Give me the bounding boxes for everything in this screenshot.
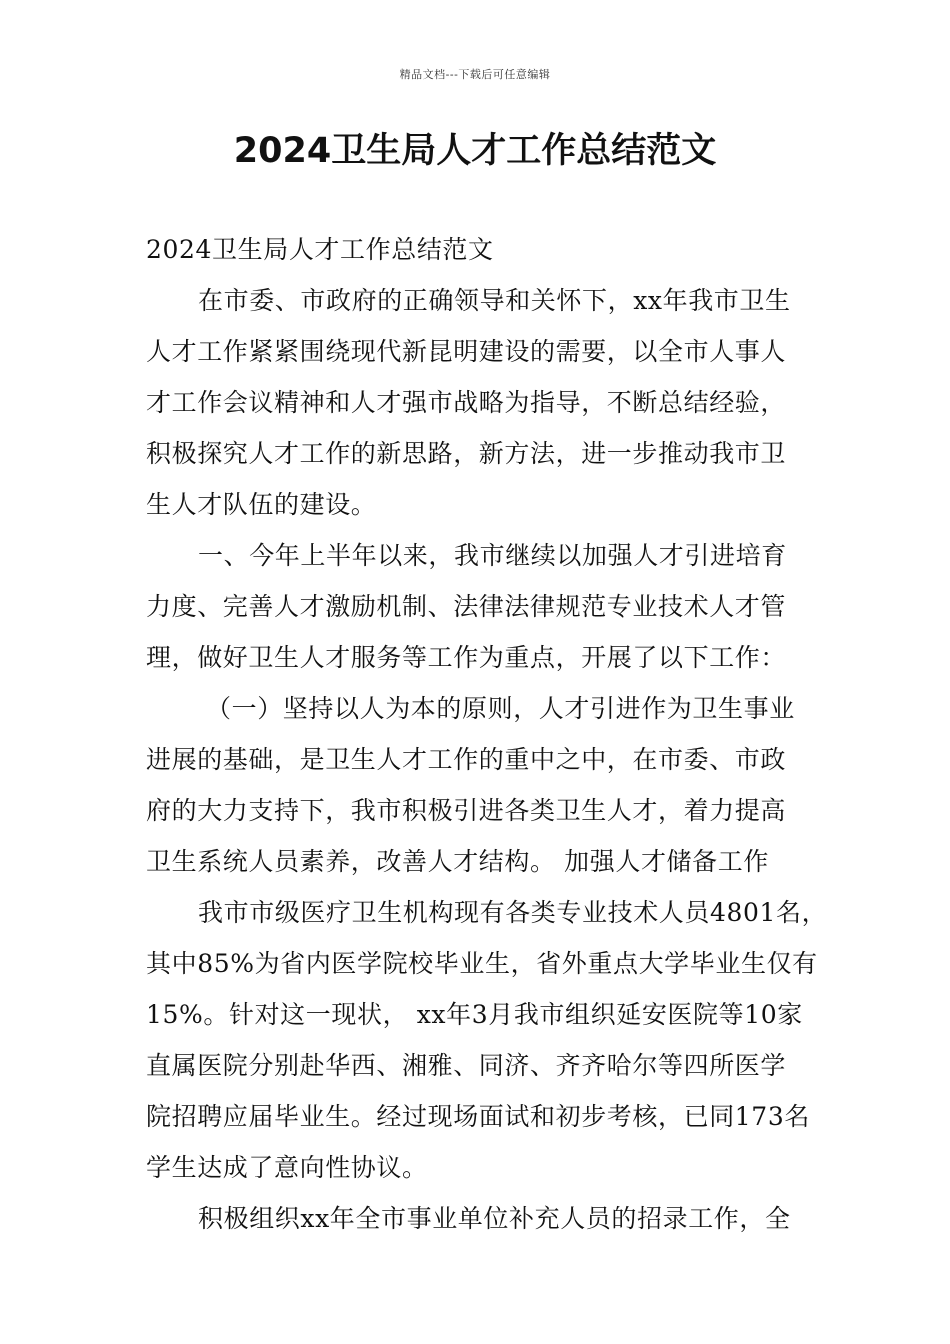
paragraph-line: 进展的基础，是卫生人才工作的重中之中，在市委、市政	[146, 745, 787, 774]
paragraph-line: 院招聘应届毕业生。经过现场面试和初步考核，已同173名	[146, 1102, 810, 1131]
paragraph-line: 15%。针对这一现状， xx年3月我市组织延安医院等10家	[146, 1000, 803, 1029]
paragraph-line: 学生达成了意向性协议。	[146, 1153, 428, 1182]
paragraph-line: （一）坚持以人为本的原则，人才引进作为卫生事业	[206, 694, 795, 723]
paragraph-line: 直属医院分别赴华西、湘雅、同济、齐齐哈尔等四所医学	[146, 1051, 787, 1080]
paragraph-line: 理，做好卫生人才服务等工作为重点，开展了以下工作：	[146, 643, 787, 672]
paragraph-line: 积极组织xx年全市事业单位补充人员的招录工作，全	[198, 1204, 791, 1233]
paragraph-line: 其中85%为省内医学院校毕业生，省外重点大学毕业生仅有	[146, 949, 818, 978]
document-title: 2024卫生局人才工作总结范文	[233, 131, 717, 171]
paragraph-line: 府的大力支持下，我市积极引进各类卫生人才，着力提高	[146, 796, 787, 825]
header-note: 精品文档---下载后可任意编辑	[399, 68, 551, 81]
paragraph-line: 卫生系统人员素养，改善人才结构。 加强人才储备工作	[146, 847, 769, 876]
paragraph-line: 在市委、市政府的正确领导和关怀下，xx年我市卫生	[198, 286, 791, 315]
paragraph-line: 人才工作紧紧围绕现代新昆明建设的需要，以全市人事人	[146, 337, 787, 366]
subtitle-line: 2024卫生局人才工作总结范文	[146, 235, 494, 264]
paragraph-line: 生人才队伍的建设。	[146, 490, 377, 519]
paragraph-line: 力度、完善人才激励机制、法律法律规范专业技术人才管	[146, 592, 787, 621]
paragraph-line: 积极探究人才工作的新思路，新方法，进一步推动我市卫	[146, 439, 787, 468]
document-body	[146, 228, 828, 1248]
paragraph-line: 才工作会议精神和人才强市战略为指导，不断总结经验，	[146, 388, 787, 417]
paragraph-line: 我市市级医疗卫生机构现有各类专业技术人员4801名，	[198, 898, 828, 927]
paragraph-line: 一、今年上半年以来，我市继续以加强人才引进培育	[198, 541, 787, 570]
